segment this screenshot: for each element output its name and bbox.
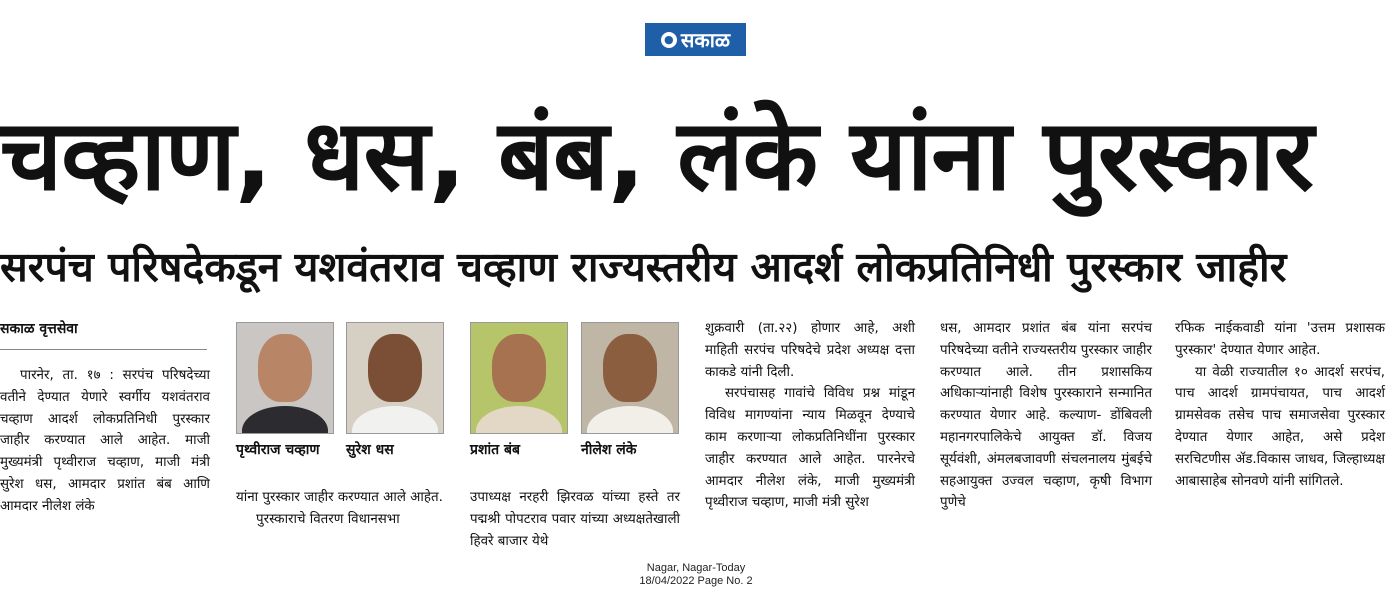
paragraph: सरपंचासह गावांचे विविध प्रश्न मांडून विविध मागण्यांना न्याय मिळवून देण्याचे काम करणाऱ्या लोकप्रतिनिधींना पुरस्कार जाहीर करण्यात आले आहेत. पारनेरचे आमदार नीलेश लंके, माजी मुख्यमंत्री पृथ्वीराज चव्हाण, माजी मंत्री सुरेश xyxy=(705,386,915,511)
article-column-5 xyxy=(940,318,1152,514)
article-column-6 xyxy=(1175,318,1385,492)
photo-prashant-bamb xyxy=(470,322,568,434)
photo-caption: पृथ्वीराज चव्हाण xyxy=(236,442,320,458)
photo-caption: सुरेश धस xyxy=(346,442,394,458)
logo-text: सकाळ xyxy=(680,28,731,52)
headline: चव्हाण, धस, बंब, लंके यांना पुरस्कार xyxy=(0,99,1313,213)
photo-caption: प्रशांत बंब xyxy=(470,442,520,458)
article-column-4 xyxy=(705,318,915,514)
article-column-1 xyxy=(0,365,210,518)
sakal-logo xyxy=(645,23,746,56)
subheadline: सरपंच परिषदेकडून यशवंतराव चव्हाण राज्यस्तरीय आदर्श लोकप्रतिनिधी पुरस्कार जाहीर xyxy=(0,243,1287,291)
logo-mark-icon: ● xyxy=(661,32,677,48)
paragraph: उपाध्यक्ष नरहरी झिरवळ यांच्या हस्ते तर पद्मश्री पोपटराव पवार यांच्या अध्यक्षतेखाली हिवरे बाजार येथे xyxy=(470,490,680,549)
photo-nilesh-lanke xyxy=(581,322,679,434)
footer-edition: Nagar, Nagar-Today xyxy=(646,562,746,574)
article-column-2 xyxy=(236,487,448,531)
paragraph: पुरस्काराचे वितरण विधानसभा xyxy=(256,511,400,527)
paragraph: पारनेर, ता. १७ : सरपंच परिषदेच्या वतीने देण्यात येणारे स्वर्गीय यशवंतराव चव्हाण आदर्श लोकप्रतिनिधी पुरस्कार जाहीर करण्यात आले आहेत. माजी मुख्यमंत्री पृथ्वीराज चव्हाण, माजी मंत्री सुरेश धस, आमदार प्रशांत बंब आणि आमदार नीलेश लंके xyxy=(0,368,210,514)
page-footer xyxy=(0,562,1392,588)
photo-suresh-dhas xyxy=(346,322,444,434)
photo-prithviraj-chavan xyxy=(236,322,334,434)
paragraph: शुक्रवारी (ता.२२) होणार आहे, अशी माहिती सरपंच परिषदेचे प्रदेश अध्यक्ष दत्ता काकडे यांनी दिली. xyxy=(705,321,915,380)
paragraph: या वेळी राज्यातील १० आदर्श सरपंच, पाच आदर्श ग्रामपंचायत, पाच आदर्श ग्रामसेवक तसेच पाच समाजसेवा पुरस्कार देण्यात येणार आहेत, असे प्रदेश सरचिटणीस ॲड.विकास जाधव, जिल्हाध्यक्ष आबासाहेब सोनवणे यांनी सांगितले. xyxy=(1175,364,1385,489)
paragraph: यांना पुरस्कार जाहीर करण्यात आले आहेत. xyxy=(236,490,443,505)
byline-divider xyxy=(0,349,207,350)
paragraph: धस, आमदार प्रशांत बंब यांना सरपंच परिषदेच्या वतीने राज्यस्तरीय पुरस्कार जाहीर करण्यात आले. तीन प्रशासकिय अधिकाऱ्यांनाही विशेष पुरस्काराने सन्मानित करण्यात येणार आहे. कल्याण- डोंबिवली महानगरपालिकेचे आयुक्त डॉ. विजय सूर्यवंशी, अंमलबजावणी संचलनालय मुंबईचे सहआयुक्त उज्वल चव्हाण, कृषी विभाग पुणेचे xyxy=(940,321,1152,511)
paragraph: रफिक नाईकवाडी यांना 'उत्तम प्रशासक पुरस्कार' देण्यात येणार आहेत. xyxy=(1175,321,1385,358)
byline: सकाळ वृत्तसेवा xyxy=(0,321,78,337)
article-column-3 xyxy=(470,487,680,552)
footer-date-page: 18/04/2022 Page No. 2 xyxy=(639,575,753,587)
photo-caption: नीलेश लंके xyxy=(581,442,637,458)
